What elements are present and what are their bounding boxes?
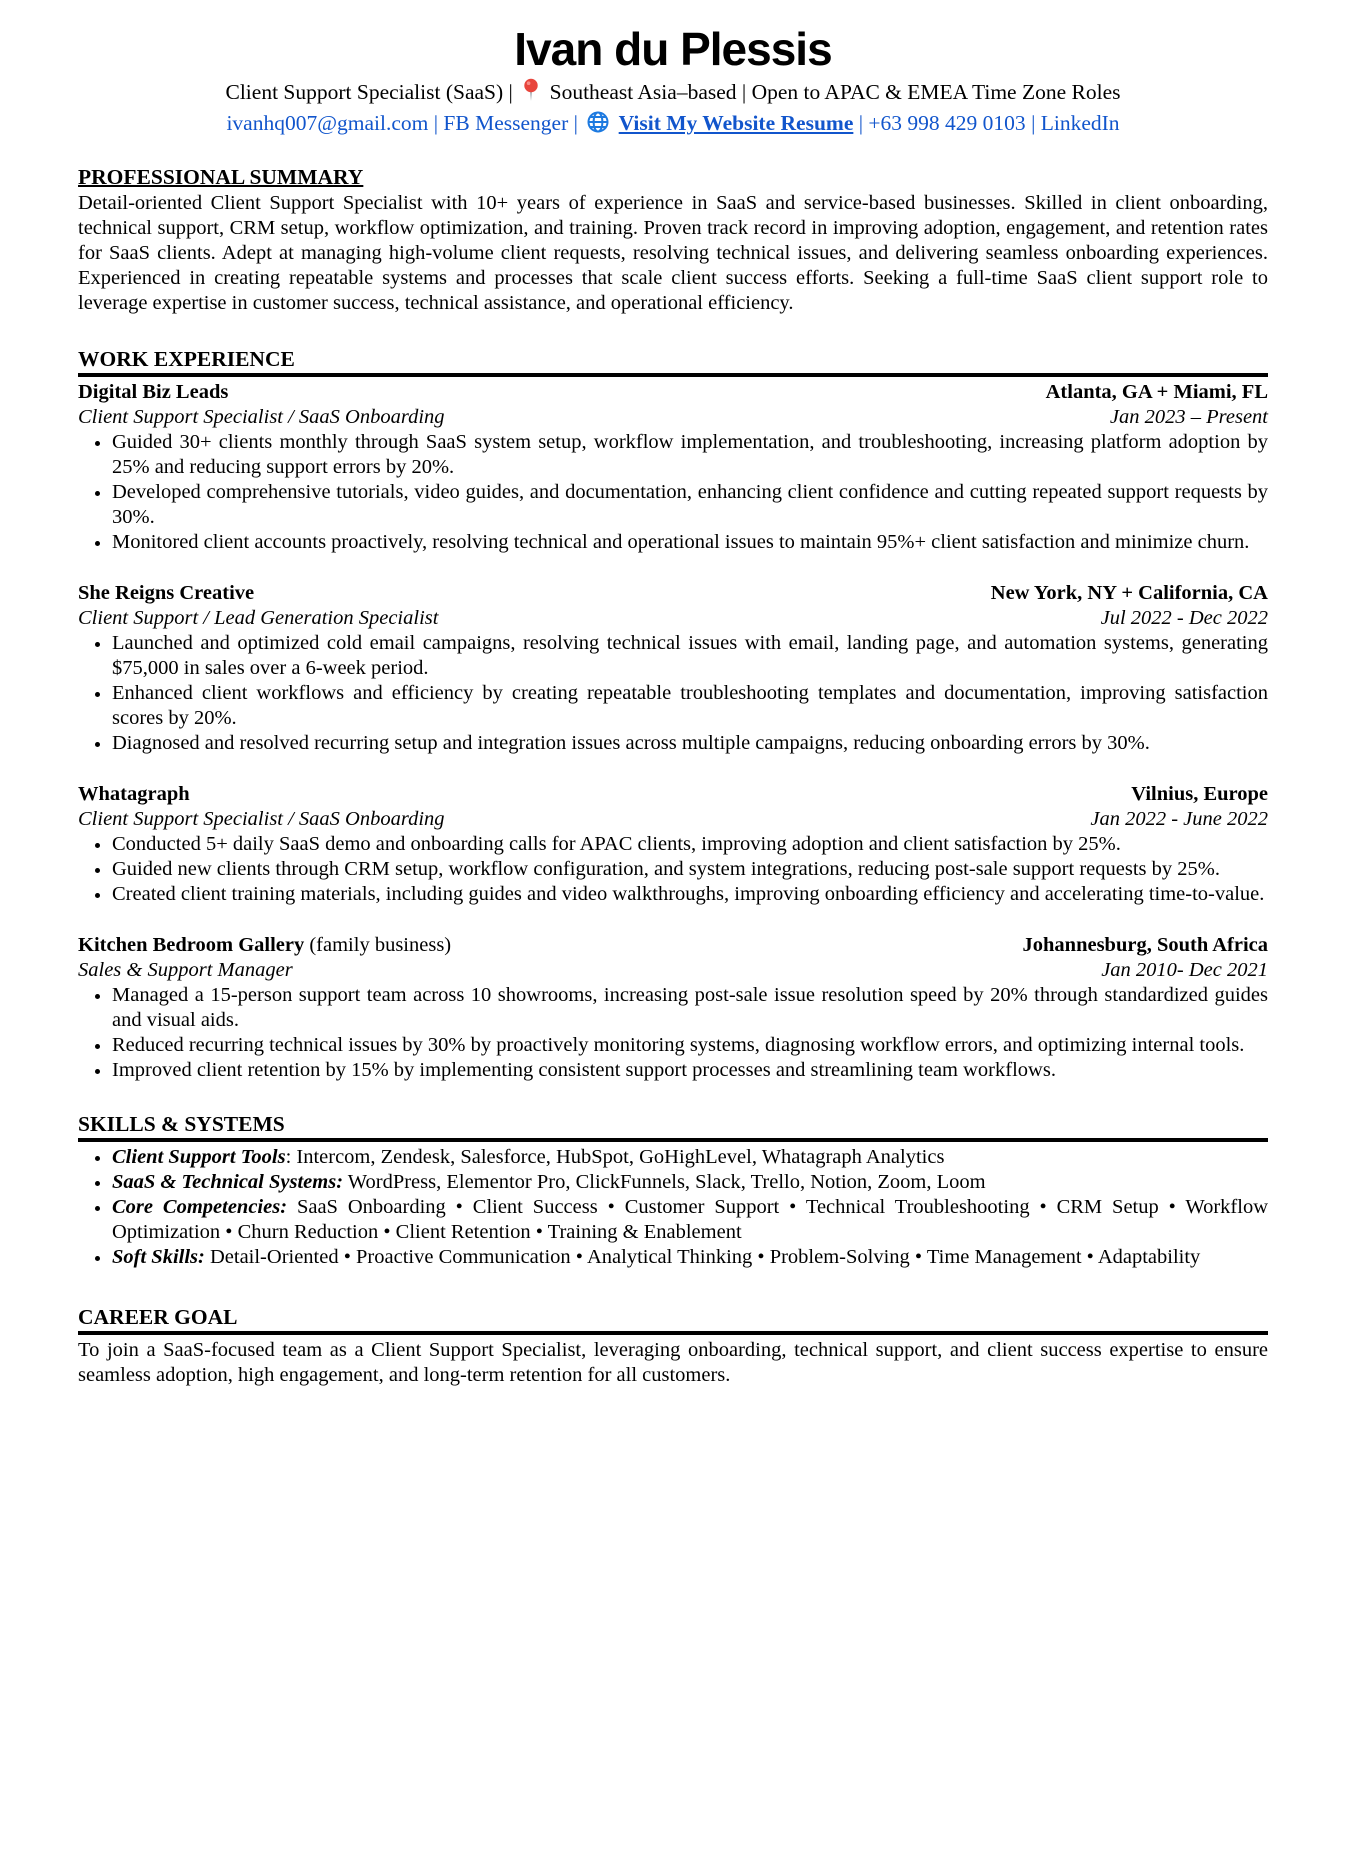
job-company: [78, 380, 228, 405]
headline-right: Southeast Asia–based | Open to APAC & EMEA Time Zone Roles: [549, 80, 1121, 104]
job-header-row: [78, 380, 1268, 405]
skill-item: [112, 1195, 1268, 1245]
job-dates: Jan 2010- Dec 2021: [1101, 959, 1268, 981]
job-bullet-list: [78, 832, 1268, 907]
linkedin-link[interactable]: LinkedIn: [1040, 111, 1120, 135]
job-bullet-list: [78, 983, 1268, 1083]
page-title: Ivan du Plessis: [514, 23, 832, 75]
job-subheader-row: [78, 405, 1268, 430]
email-link[interactable]: ivanhq007@gmail.com: [226, 111, 429, 135]
job-dates: Jan 2023 – Present: [1109, 406, 1268, 428]
job-company-name: Kitchen Bedroom Gallery: [78, 934, 305, 956]
location-pin-icon: [522, 78, 540, 109]
job-role: Client Support / Lead Generation Specialist: [78, 607, 439, 629]
job-role: Sales & Support Manager: [78, 959, 293, 981]
job-company-name: She Reigns Creative: [78, 582, 255, 604]
job-bullet: • Reduced recurring technical issues by 30% by proactively monitoring systems, diagnosing workflow errors, and optimizing internal tools.: [112, 1033, 1268, 1058]
section-heading-experience: WORK EXPERIENCE: [78, 346, 1268, 377]
skill-text: WordPress, Elementor Pro, ClickFunnels, Slack, Trello, Notion, Zoom, Loom: [343, 1171, 986, 1193]
job-bullet: • Improved client retention by 15% by implementing consistent support processes and streamlining team workflows.: [112, 1058, 1268, 1083]
skill-text: Detail-Oriented • Proactive Communication • Analytical Thinking • Problem-Solving • Time Management • Adaptability: [204, 1246, 1201, 1268]
summary-paragraph: Detail-oriented Client Support Specialist with 10+ years of experience in SaaS and service-based businesses. Skilled in client onboarding, technical support, CRM setup, workflow optimization, and training. Proven track record in improving adoption, engagement, and retention rates for SaaS clients. Adept at managing high-volume client requests, resolving technical issues, and delivering seamless onboarding experiences. Experienced in creating repeatable systems and processes that scale client success efforts. Seeking a full-time SaaS client support role to leverage expertise in customer success, technical assistance, and operational efficiency.: [78, 192, 1268, 314]
job-entry: [78, 380, 1268, 555]
headline-left: Client Support Specialist (SaaS) |: [225, 80, 513, 104]
job-bullet: • Guided 30+ clients monthly through SaaS system setup, workflow implementation, and troubleshooting, increasing platform adoption by 25% and reducing support errors by 20%.: [112, 430, 1268, 480]
website-link[interactable]: Visit My Website Resume: [618, 111, 854, 135]
phone-link[interactable]: +63 998 429 0103: [868, 111, 1026, 135]
skill-item: [112, 1170, 1268, 1195]
separator: |: [573, 111, 578, 135]
fb-messenger-link[interactable]: FB Messenger: [443, 111, 569, 135]
job-role: Client Support Specialist / SaaS Onboarding: [78, 406, 445, 428]
job-entry: [78, 933, 1268, 1083]
job-bullet-list: [78, 430, 1268, 555]
job-location: Vilnius, Europe: [1131, 783, 1268, 805]
job-location: New York, NY + California, CA: [990, 582, 1268, 604]
job-company-name: Whatagraph: [78, 783, 190, 805]
separator: |: [858, 111, 864, 135]
skill-label: Soft Skills:: [112, 1246, 205, 1268]
section-heading-goal: CAREER GOAL: [78, 1304, 1268, 1335]
skill-text: : Intercom, Zendesk, Salesforce, HubSpot, GoHighLevel, Whatagraph Analytics: [285, 1146, 945, 1168]
skill-label: SaaS & Technical Systems:: [112, 1171, 344, 1193]
job-bullet: • Developed comprehensive tutorials, video guides, and documentation, enhancing client confidence and cutting repeated support requests by 30%.: [112, 480, 1268, 530]
globe-icon: [587, 111, 609, 140]
job-subheader-row: [78, 606, 1268, 631]
job-bullet: • Enhanced client workflows and efficiency by creating repeatable troubleshooting templates and documentation, improving satisfaction scores by 20%.: [112, 681, 1268, 731]
job-header-row: [78, 782, 1268, 807]
job-location: Atlanta, GA + Miami, FL: [1045, 381, 1268, 403]
skill-label: Client Support Tools: [112, 1146, 286, 1168]
skill-text: SaaS Onboarding • Client Success • Customer Support • Technical Troubleshooting • CRM Setup • Workflow Optimization • Churn Reduction • Client Retention • Training & Enablement: [112, 1196, 1268, 1243]
job-company: [78, 782, 190, 807]
job-header-row: [78, 581, 1268, 606]
job-bullet: • Monitored client accounts proactively, resolving technical and operational issues to maintain 95%+ client satisfaction and minimize churn.: [112, 530, 1268, 555]
job-bullet: • Guided new clients through CRM setup, workflow configuration, and system integrations, reducing post-sale support requests by 25%.: [112, 857, 1268, 882]
job-company: [78, 581, 254, 606]
job-header-row: [78, 933, 1268, 958]
job-location: Johannesburg, South Africa: [1022, 934, 1268, 956]
job-dates: Jan 2022 - June 2022: [1090, 808, 1268, 830]
contact-line: [78, 109, 1268, 140]
job-company-suffix: (family business): [304, 934, 452, 956]
job-bullet: • Diagnosed and resolved recurring setup and integration issues across multiple campaigns, reducing onboarding errors by 30%.: [112, 731, 1268, 756]
job-company: [78, 933, 451, 958]
separator: |: [1031, 111, 1036, 135]
job-bullet-list: [78, 631, 1268, 756]
section-heading-skills: SKILLS & SYSTEMS: [78, 1111, 1268, 1142]
separator: |: [433, 111, 439, 135]
job-bullet: • Launched and optimized cold email campaigns, resolving technical issues with email, landing page, and automation systems, generating $75,000 in sales over a 6-week period.: [112, 631, 1268, 681]
job-bullet: • Created client training materials, including guides and video walkthroughs, improving onboarding efficiency and accelerating time-to-value.: [112, 882, 1268, 907]
job-bullet: • Conducted 5+ daily SaaS demo and onboarding calls for APAC clients, improving adoption and client satisfaction by 25%.: [112, 832, 1268, 857]
skill-item: [112, 1245, 1268, 1270]
job-subheader-row: [78, 807, 1268, 832]
job-dates: Jul 2022 - Dec 2022: [1100, 607, 1268, 629]
section-heading-summary: [78, 164, 1268, 190]
job-bullet: • Managed a 15-person support team across 10 showrooms, increasing post-sale issue resolution speed by 20% through standardized guides and visual aids.: [112, 983, 1268, 1033]
skills-list: [78, 1145, 1268, 1270]
job-entry: [78, 581, 1268, 756]
job-company-name: Digital Biz Leads: [78, 381, 229, 403]
section-heading-summary-text: PROFESSIONAL SUMMARY: [78, 165, 364, 189]
goal-paragraph: To join a SaaS-focused team as a Client Support Specialist, leveraging onboarding, technical support, and client success expertise to ensure seamless adoption, high engagement, and long-term retention for all customers.: [78, 1339, 1268, 1386]
job-entry: [78, 782, 1268, 907]
skill-label: Core Competencies:: [112, 1196, 288, 1218]
job-role: Client Support Specialist / SaaS Onboarding: [78, 808, 445, 830]
skill-item: [112, 1145, 1268, 1170]
job-subheader-row: [78, 958, 1268, 983]
headline: [78, 78, 1268, 109]
